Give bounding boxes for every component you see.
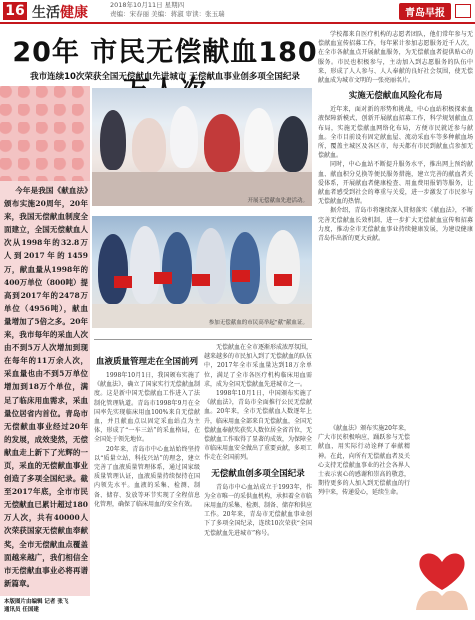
- byline: 本版图片由编辑 记者 张飞 通讯员 任国建: [4, 599, 69, 613]
- issue-date: 2018年10月11日 星期四: [110, 1, 185, 9]
- paragraph: 1998年10月1日，我国颁布实施了《献血法》，确立了国家实行无偿献血制度。这是新中国无偿献血工作进入了法制化管理轨道。青岛市1998年9月在全国率先实现临床用血100%来自无偿献血，并且献血点以固定采血站点为主体，形成了“一车三站”的采血格局，在全国处于领先地位。: [94, 372, 200, 444]
- photo1-caption: 开展无偿献血先进活动。: [247, 198, 308, 204]
- subheading-network-layout: 实施无偿献血风险化布局: [348, 91, 443, 102]
- subheadline: 我市连续10次荣获全国无偿献血先进城市 无偿献血事业创多项全国纪录: [30, 72, 300, 82]
- page-header: [0, 0, 475, 24]
- paragraph: 学校都来自医疗机构的志愿者团队，他们常年参与无偿献血宣传招募工作，每年累计参加志愿服务近千人次，在全市各献血点开展献血服务，为无偿献血者提供贴心的服务。市民也积极参与，主动加入到志愿服务的队伍中来，形成了人人参与、人人奉献的良好社会氛围，使无偿献血成为城市文明的一张亮丽名片。: [318, 31, 473, 85]
- divider: [94, 339, 312, 340]
- photo-blood-donation-event: [92, 88, 312, 206]
- paragraph: 近年来，面对新的形势和挑战，中心血站积极探索血液保障新模式，创新开展献血招募工作，科学规划献血点布局，实施无偿献血网络化布局，方便市民就近参与献血。全市目前设有固定献血屋、流动采血车等多种献血场所，覆盖主城区及各区市，每天都有市民到献血点参加无偿献血。: [318, 106, 473, 160]
- blood-drop-pattern-icon: [0, 86, 90, 181]
- article-column-b: [204, 343, 312, 538]
- newspaper-logo: 青岛早报: [399, 3, 451, 20]
- section-title: [32, 2, 88, 22]
- editor-credits: 责编：宋春丽 美编：蒋淑 审读：张玉瑞: [110, 10, 225, 18]
- paragraph: 据介绍，青岛市将继续深入贯彻落实《献血法》，不断完善无偿献血长效机制，进一步扩大无偿献血宣传和招募力度，推动全市无偿献血事业持续健康发展，为建设健康青岛作出新的更大贡献。: [318, 207, 473, 243]
- article-column-right: [318, 30, 473, 243]
- intro-text: 今年是我国《献血法》颁布实施20周年，20年来，我国无偿献血制度全面建立，全国无偿献血人次从1998年的32.8万人到2017年的1459万，献血量从1998年的400万单位（800吨）提高到2017年的2478万单位（4956吨），献血量增加了5倍之多。20年来，我市每年的采血人次由不到5万人次增加到现在每年的11万余人次，采血量也由不到5万单位增加到18万个单位，满足了临床用血需求，采血量位居省内首位。青岛市无偿献血事业经过20年的发展，成效斐然，无偿献血走上新下了光辉的一页，采血的无偿献血事业创造了多项全国纪录。截至2017年底，全市市民无偿献血已累计超过180万人次，共有40000人次荣获国家无偿献血奉献奖，全市无偿献血点覆盖面越来越广，我们相信全市无偿献血事业必将再谱新篇章。: [4, 186, 88, 588]
- issue-meta: [110, 1, 225, 19]
- paragraph: 20年来，青岛市中心血站始终坚持以“质量立站、科技兴站”的理念，建立完善了血液质量管理体系，通过国家级质量管理认证，血液质量持续保持在国内领先水平。血液的采集、检测、制备、储存、发放等环节实现了全程信息化管理，确保了临床用血的安全有效。: [94, 445, 200, 508]
- paragraph: 青岛市中心血站成立于1993年，作为全市唯一的采供血机构，承担着全市临床用血的采集、检测、制备、储存和供应工作。20年来，青岛市无偿献血事业创下了多项全国纪录，连续10次荣获“全国无偿献血先进城市”称号。: [204, 483, 313, 537]
- photo2-caption: 参加无偿献血的市民高举起“献”献血证。: [208, 320, 308, 326]
- paragraph: 无偿献血在全市逐渐形成浓厚氛围，越来越多的市民加入到了无偿献血的队伍中，2017年全市采血量达到18万余单位，满足了全市各医疗机构临床用血需求，成为全国无偿献血先进城市之一。: [204, 344, 313, 388]
- paragraph: 《献血法》颁布实施20年来，广大市民积极响应，踊跃参与无偿献血，用实际行动诠释了奉献精神。在此，向所有无偿献血者及关心支持无偿献血事业的社会各界人士表示衷心的感谢和崇高的敬意，期待更多的人加入到无偿献血的行列中来，传递爱心，延续生命。: [318, 425, 410, 497]
- article-column-a: [94, 351, 200, 509]
- article-column-right-lower: [318, 424, 410, 498]
- header-ornament-icon: [455, 4, 471, 18]
- section-accent: 健康: [60, 5, 88, 21]
- paragraph: 同时，中心血站不断提升服务水平，推出网上预约献血、献血积分兑换等便民服务措施，建立完善的献血者关爱体系，开展献血者健康检查、用血费用报销等服务，让献血者感受到社会的尊重与关爱，进一步激发了市民参与无偿献血的热情。: [318, 161, 473, 206]
- headline: 20年 市民无偿献血180: [12, 37, 318, 68]
- page-number: 16: [3, 2, 27, 20]
- heart-hands-icon: [412, 540, 472, 610]
- photo-donors-holding-certificates: [92, 216, 312, 328]
- intro-sidebar: [0, 86, 90, 596]
- section-prefix: 生活: [32, 5, 60, 21]
- paragraph: 1998年10月1日，中国颁布实施了《献血法》，青岛市全面推行公民无偿献血。20年来，全市无偿献血人数逐年上升，临床用血全部来自无偿献血，全国无偿献血奉献奖获奖人数位居全省首位，无偿献血工作取得了显著的成效，为保障全市临床用血安全做出了重要贡献，多项工作走在全国前列。: [204, 390, 313, 462]
- subheading-quality: 血液质量管理走在全国前列: [95, 357, 198, 367]
- subheading-records: 无偿献血创多项全国纪录: [211, 468, 305, 479]
